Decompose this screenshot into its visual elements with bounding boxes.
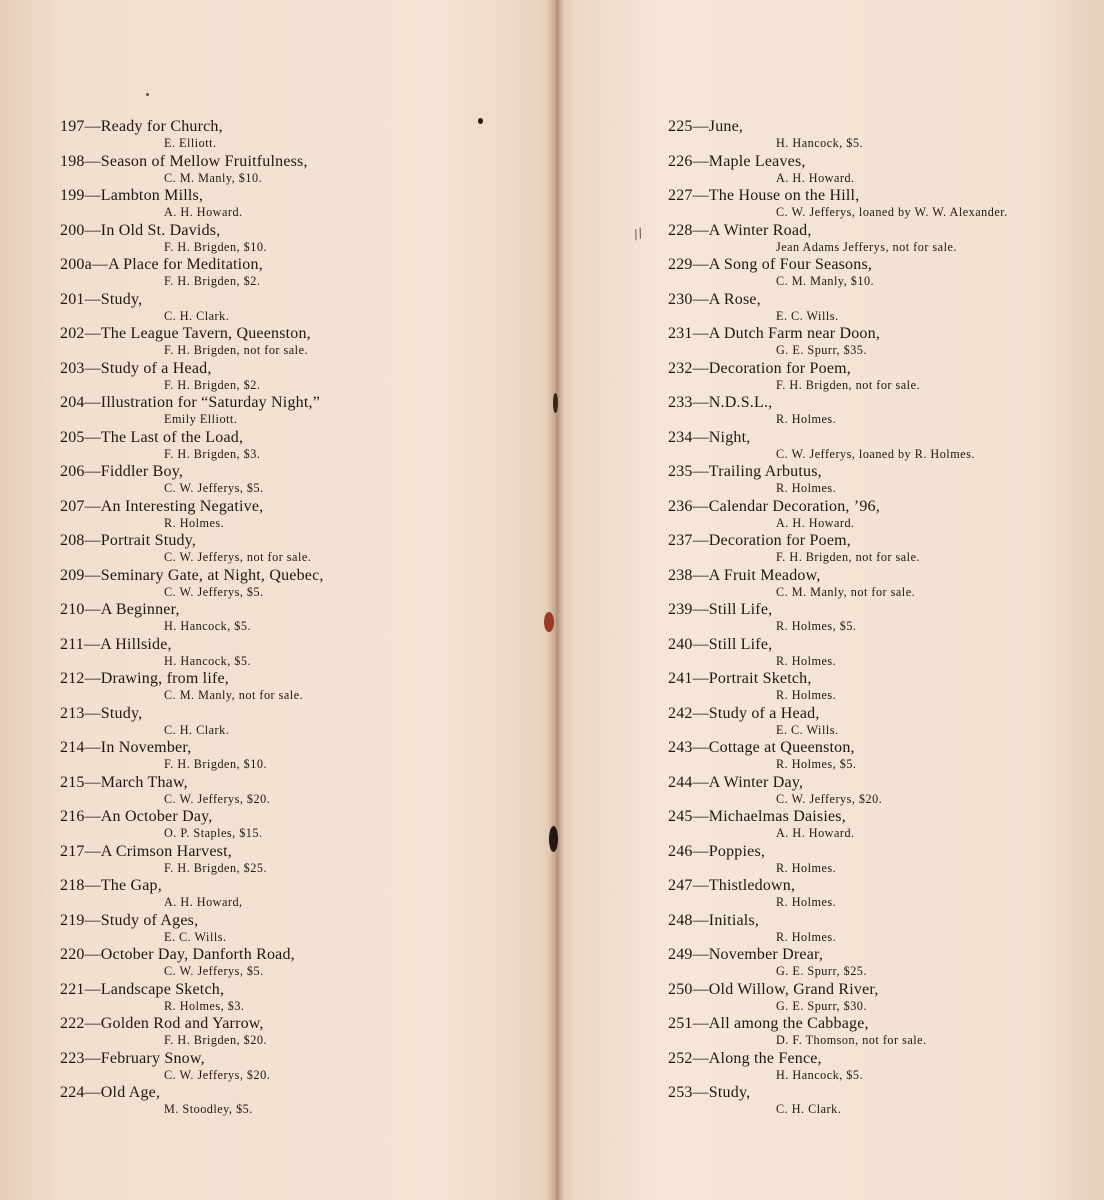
entry-title: 251—All among the Cabbage, — [668, 1015, 869, 1032]
catalogue-entry — [60, 187, 530, 222]
entry-title: 244—A Winter Day, — [668, 773, 804, 791]
catalogue-entry — [668, 843, 1088, 878]
entry-artist: C. M. Manly, not for sale. — [776, 584, 916, 599]
entry-title: 238—A Fruit Meadow, — [668, 566, 821, 584]
catalogue-entry — [60, 808, 530, 843]
catalogue-entry — [60, 705, 530, 740]
entry-artist: F. H. Brigden, $10. — [164, 757, 267, 771]
catalogue-entry — [60, 463, 530, 498]
entry-title: 198—Season of Mellow Fruitfulness, — [60, 152, 308, 170]
entry-title: 202—The League Tavern, Queenston, — [60, 325, 311, 342]
entry-artist: C. W. Jefferys, $5. — [164, 584, 264, 599]
entry-title: 224—Old Age, — [60, 1084, 161, 1101]
catalogue-entry — [668, 498, 1088, 533]
entry-title: 229—A Song of Four Seasons, — [668, 256, 873, 273]
entry-title: 214—In November, — [60, 739, 192, 756]
catalogue-entry — [60, 394, 530, 429]
entry-title: 234—Night, — [668, 428, 751, 446]
entry-artist: G. E. Spurr, $30. — [776, 998, 867, 1013]
catalogue-entry — [668, 325, 1088, 360]
paper-speck — [146, 93, 149, 96]
entry-artist: E. C. Wills. — [776, 722, 839, 737]
entry-title: 245—Michaelmas Daisies, — [668, 808, 846, 825]
entry-artist: C. W. Jefferys, $20. — [164, 1067, 271, 1082]
entry-title: 197—Ready for Church, — [60, 118, 223, 135]
catalogue-entry — [60, 532, 530, 567]
entry-artist: Jean Adams Jefferys, not for sale. — [776, 239, 957, 254]
entry-artist: H. Hancock, $5. — [776, 1067, 864, 1082]
catalogue-entry — [668, 360, 1088, 395]
entry-artist: C. W. Jefferys, $20. — [776, 791, 883, 806]
entry-artist: H. Hancock, $5. — [164, 653, 252, 668]
catalogue-entry — [60, 739, 530, 774]
entry-title: 225—June, — [668, 118, 744, 135]
entry-title: 221—Landscape Sketch, — [60, 980, 225, 998]
entry-title: 199—Lambton Mills, — [60, 187, 204, 204]
entry-title: 201—Study, — [60, 290, 143, 308]
book-gutter — [548, 0, 564, 1200]
catalogue-entry — [60, 325, 530, 360]
catalogue-entry — [60, 1015, 530, 1050]
entry-artist: R. Holmes. — [776, 412, 837, 426]
entry-artist: C. W. Jefferys, $5. — [164, 964, 264, 978]
catalogue-entry — [60, 498, 530, 533]
entry-title: 227—The House on the Hill, — [668, 187, 860, 204]
catalogue-entry — [60, 981, 530, 1016]
entry-title: 200a—A Place for Meditation, — [60, 256, 263, 273]
catalogue-entry — [60, 256, 530, 291]
entry-artist: R. Holmes. — [776, 653, 837, 668]
entry-artist: G. E. Spurr, $35. — [776, 343, 867, 357]
entry-artist: F. H. Brigden, $20. — [164, 1033, 267, 1047]
entry-artist: A. H. Howard, — [164, 895, 243, 909]
entry-title: 237—Decoration for Poem, — [668, 532, 851, 549]
entry-title: 232—Decoration for Poem, — [668, 359, 851, 377]
entry-title: 248—Initials, — [668, 911, 760, 929]
entry-title: 252—Along the Fence, — [668, 1049, 822, 1067]
catalogue-entry — [60, 222, 530, 257]
entry-artist: O. P. Staples, $15. — [164, 826, 263, 840]
entry-title: 228—A Winter Road, — [668, 221, 812, 239]
entry-artist: A. H. Howard. — [164, 205, 243, 219]
entry-artist: R. Holmes, $3. — [164, 998, 245, 1013]
entry-artist: R. Holmes. — [164, 515, 225, 530]
catalogue-entry — [60, 912, 530, 947]
entry-title: 211—A Hillside, — [60, 635, 172, 653]
entry-artist: R. Holmes. — [776, 860, 837, 875]
catalogue-entry — [60, 429, 530, 464]
catalogue-entry — [60, 118, 530, 153]
entry-title: 242—Study of a Head, — [668, 704, 820, 722]
entry-title: 240—Still Life, — [668, 635, 773, 653]
entry-title: 217—A Crimson Harvest, — [60, 842, 232, 860]
entry-artist: C. W. Jefferys, $5. — [164, 481, 264, 495]
catalogue-entry — [668, 153, 1088, 188]
catalogue-entry — [668, 394, 1088, 429]
catalogue-entry — [668, 808, 1088, 843]
entry-artist: G. E. Spurr, $25. — [776, 964, 867, 978]
entry-artist: A. H. Howard. — [776, 170, 855, 185]
entry-artist: F. H. Brigden, not for sale. — [776, 550, 921, 564]
entry-artist: R. Holmes. — [776, 929, 837, 944]
entry-title: 205—The Last of the Load, — [60, 428, 244, 446]
entry-title: 216—An October Day, — [60, 808, 213, 825]
entry-title: 241—Portrait Sketch, — [668, 670, 812, 687]
entry-title: 250—Old Willow, Grand River, — [668, 980, 879, 998]
catalogue-entry — [60, 946, 530, 981]
catalogue-entry — [60, 1050, 530, 1085]
catalogue-entry — [668, 187, 1088, 222]
entry-title: 218—The Gap, — [60, 877, 162, 894]
entry-title: 212—Drawing, from life, — [60, 670, 230, 687]
entry-title: 230—A Rose, — [668, 290, 761, 308]
entry-title: 200—In Old St. Davids, — [60, 221, 221, 239]
entry-artist: R. Holmes. — [776, 688, 837, 702]
entry-title: 223—February Snow, — [60, 1049, 205, 1067]
entry-artist: R. Holmes, $5. — [776, 757, 857, 771]
entry-title: 246—Poppies, — [668, 842, 766, 860]
catalogue-entry — [668, 946, 1088, 981]
catalogue-entry — [668, 705, 1088, 740]
catalogue-entry — [60, 636, 530, 671]
entry-title: 203—Study of a Head, — [60, 359, 212, 377]
catalogue-entry — [668, 222, 1088, 257]
entry-artist: C. H. Clark. — [776, 1102, 842, 1116]
catalogue-entry — [60, 1084, 530, 1119]
catalogue-entry — [60, 774, 530, 809]
entry-title: 253—Study, — [668, 1084, 751, 1101]
entry-title: 243—Cottage at Queenston, — [668, 739, 855, 756]
entry-artist: C. W. Jefferys, loaned by W. W. Alexander. — [776, 205, 1008, 219]
entry-artist: H. Hancock, $5. — [776, 136, 864, 150]
entry-title: 247—Thistledown, — [668, 877, 796, 894]
entry-artist: C. W. Jefferys, $20. — [164, 791, 271, 806]
catalogue-entry — [668, 256, 1088, 291]
catalogue-entry — [60, 601, 530, 636]
entry-title: 219—Study of Ages, — [60, 911, 199, 929]
catalogue-entry — [60, 291, 530, 326]
entry-title: 235—Trailing Arbutus, — [668, 463, 822, 480]
binding-stitch-hole — [553, 393, 558, 413]
entry-artist: C. W. Jefferys, loaned by R. Holmes. — [776, 446, 975, 461]
entry-artist: E. Elliott. — [164, 136, 217, 150]
entry-artist: E. C. Wills. — [164, 929, 227, 944]
entry-title: 220—October Day, Danforth Road, — [60, 946, 295, 963]
entry-title: 204—Illustration for “Saturday Night,” — [60, 394, 320, 411]
catalogue-entry — [60, 567, 530, 602]
entry-artist: C. W. Jefferys, not for sale. — [164, 550, 312, 564]
catalogue-entry — [668, 1050, 1088, 1085]
catalogue-entry — [668, 739, 1088, 774]
entry-title: 226—Maple Leaves, — [668, 152, 806, 170]
catalogue-entry — [60, 153, 530, 188]
entry-title: 208—Portrait Study, — [60, 532, 197, 549]
entry-artist: C. H. Clark. — [164, 722, 230, 737]
entry-artist: F. H. Brigden, $25. — [164, 860, 267, 875]
entry-title: 213—Study, — [60, 704, 143, 722]
entry-title: 210—A Beginner, — [60, 601, 180, 618]
entry-artist: C. M. Manly, $10. — [776, 274, 875, 288]
entry-artist: R. Holmes. — [776, 481, 837, 495]
catalogue-entry — [60, 670, 530, 705]
entry-title: 236—Calendar Decoration, ’96, — [668, 497, 880, 515]
catalogue-entry — [668, 912, 1088, 947]
binding-stitch-hole — [544, 612, 554, 632]
catalogue-entry — [668, 670, 1088, 705]
catalogue-entry — [668, 1084, 1088, 1119]
entry-artist: H. Hancock, $5. — [164, 619, 252, 633]
entry-title: 239—Still Life, — [668, 601, 773, 618]
catalogue-entry — [668, 636, 1088, 671]
entry-artist: R. Holmes, $5. — [776, 619, 857, 633]
catalogue-entry — [60, 877, 530, 912]
entry-artist: C. H. Clark. — [164, 308, 230, 323]
binding-stitch-hole — [549, 826, 558, 852]
entry-artist: R. Holmes. — [776, 895, 837, 909]
catalogue-entry — [60, 360, 530, 395]
catalogue-entry — [668, 118, 1088, 153]
catalogue-entry — [668, 601, 1088, 636]
entry-artist: D. F. Thomson, not for sale. — [776, 1033, 927, 1047]
margin-pencil-mark: // — [631, 225, 646, 245]
entry-artist: A. H. Howard. — [776, 515, 855, 530]
entry-artist: A. H. Howard. — [776, 826, 855, 840]
entry-title: 233—N.D.S.L., — [668, 394, 773, 411]
entry-artist: F. H. Brigden, $10. — [164, 239, 267, 254]
entry-artist: M. Stoodley, $5. — [164, 1102, 253, 1116]
entry-title: 231—A Dutch Farm near Doon, — [668, 325, 881, 342]
right-page-list — [668, 118, 1088, 1119]
entry-title: 209—Seminary Gate, at Night, Quebec, — [60, 566, 324, 584]
catalogue-entry — [668, 981, 1088, 1016]
entry-title: 222—Golden Rod and Yarrow, — [60, 1015, 264, 1032]
catalogue-entry — [668, 429, 1088, 464]
entry-title: 206—Fiddler Boy, — [60, 463, 184, 480]
entry-artist: F. H. Brigden, $2. — [164, 377, 261, 392]
entry-artist: F. H. Brigden, $2. — [164, 274, 261, 288]
catalogue-entry — [668, 567, 1088, 602]
catalogue-entry — [668, 1015, 1088, 1050]
left-page-list — [60, 118, 530, 1119]
entry-artist: E. C. Wills. — [776, 308, 839, 323]
catalogue-entry — [60, 843, 530, 878]
entry-artist: F. H. Brigden, $3. — [164, 446, 261, 461]
catalogue-entry — [668, 463, 1088, 498]
catalogue-entry — [668, 774, 1088, 809]
entry-artist: F. H. Brigden, not for sale. — [164, 343, 309, 357]
entry-artist: F. H. Brigden, not for sale. — [776, 377, 921, 392]
entry-title: 215—March Thaw, — [60, 773, 188, 791]
entry-artist: C. M. Manly, $10. — [164, 170, 263, 185]
entry-title: 249—November Drear, — [668, 946, 824, 963]
entry-artist: Emily Elliott. — [164, 412, 238, 426]
catalogue-entry — [668, 532, 1088, 567]
entry-title: 207—An Interesting Negative, — [60, 497, 264, 515]
catalogue-entry — [668, 291, 1088, 326]
entry-artist: C. M. Manly, not for sale. — [164, 688, 304, 702]
catalogue-entry — [668, 877, 1088, 912]
